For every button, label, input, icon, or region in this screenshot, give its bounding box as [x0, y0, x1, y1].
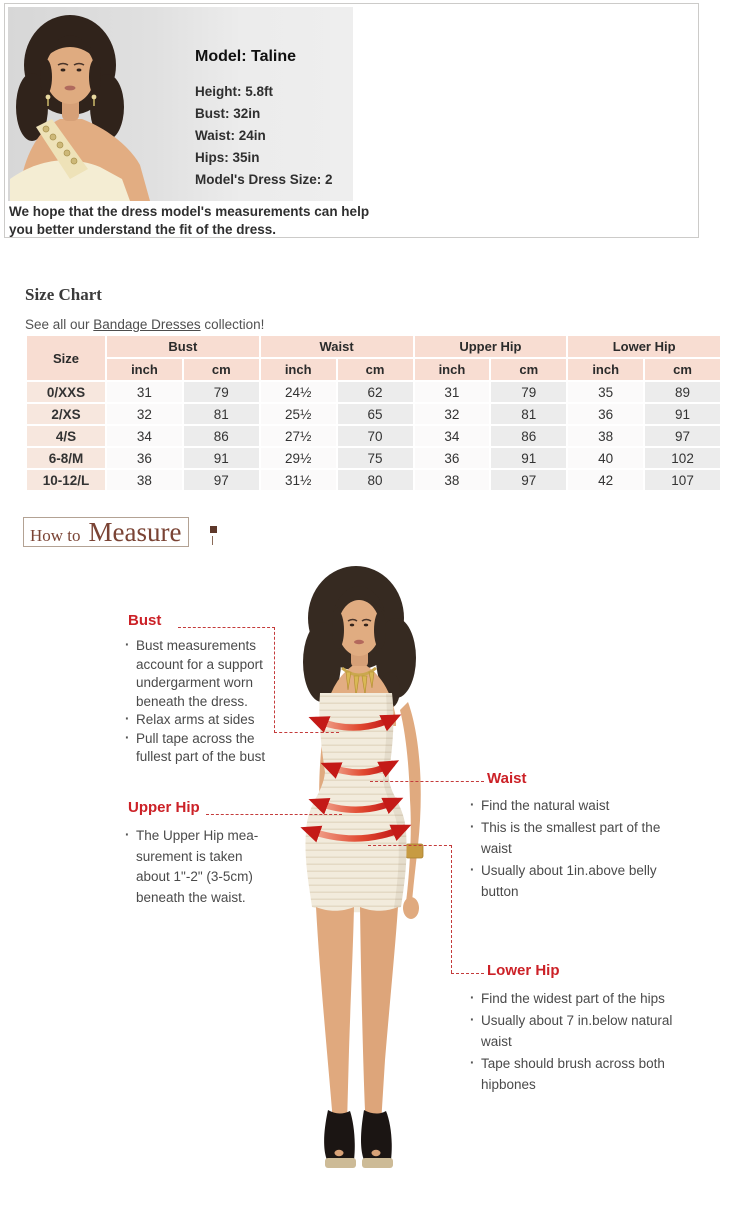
heading-how-to: How to: [30, 526, 81, 545]
figure-legs: [316, 907, 398, 1124]
size-row: [27, 404, 720, 424]
unit-header: inch: [107, 359, 182, 380]
size-value-cell: 102: [645, 448, 720, 468]
size-value-cell: 107: [645, 470, 720, 490]
measure-tip: · The Upper Hip mea- surement is taken about 1"-2" (3-5cm) beneath the waist.: [123, 826, 270, 908]
size-value-cell: 35: [568, 382, 643, 402]
size-column-header: Size: [27, 336, 105, 380]
measure-model-figure: [280, 550, 480, 1206]
link-prefix: See all our: [25, 317, 94, 332]
size-row: [27, 448, 720, 468]
size-name-cell: 10-12/L: [27, 470, 105, 490]
waist-tips: [468, 795, 668, 903]
lower-hip-tips: [468, 988, 676, 1096]
size-value-cell: 79: [184, 382, 259, 402]
model-height: Height: 5.8ft: [195, 84, 274, 99]
size-value-cell: 42: [568, 470, 643, 490]
size-value-cell: 31½: [261, 470, 336, 490]
lower-hip-connector-line: [368, 845, 452, 846]
lower-hip-connector-line: [451, 973, 484, 974]
size-value-cell: 86: [184, 426, 259, 446]
measure-tip: · This is the smallest part of the waist: [468, 817, 668, 860]
size-value-cell: 91: [491, 448, 566, 468]
size-value-cell: 34: [107, 426, 182, 446]
upper-hip-tips: [123, 826, 270, 908]
bust-tips: [123, 637, 270, 767]
size-name-cell: 6-8/M: [27, 448, 105, 468]
size-value-cell: 36: [568, 404, 643, 424]
size-row: [27, 382, 720, 402]
measure-tip: · Bust measurements account for a support undergarment worn beneath the dress.: [123, 637, 270, 711]
size-value-cell: 81: [184, 404, 259, 424]
unit-header: cm: [645, 359, 720, 380]
size-value-cell: 97: [184, 470, 259, 490]
model-photo: [8, 7, 190, 201]
model-info-box: [4, 3, 699, 238]
lower-hip-label: Lower Hip: [487, 962, 560, 979]
size-row: [27, 470, 720, 490]
model-waist: Waist: 24in: [195, 128, 266, 143]
measure-tip: · Usually about 7 in.below natural waist: [468, 1010, 676, 1053]
size-value-cell: 65: [338, 404, 413, 424]
heading-tick-decoration: [212, 536, 213, 545]
waist-label: Waist: [487, 770, 527, 787]
model-dress-size: Model's Dress Size: 2: [195, 172, 333, 187]
size-value-cell: 38: [107, 470, 182, 490]
model-caption: We hope that the dress model's measurements can help you better understand the fit of the dress.: [9, 204, 370, 237]
size-value-cell: 24½: [261, 382, 336, 402]
size-name-cell: 0/XXS: [27, 382, 105, 402]
how-to-measure-heading: [23, 517, 189, 547]
bust-label: Bust: [128, 612, 162, 629]
bandage-dresses-link[interactable]: Bandage Dresses: [93, 317, 201, 332]
size-value-cell: 31: [415, 382, 490, 402]
size-value-cell: 86: [491, 426, 566, 446]
bust-connector-line: [178, 627, 275, 628]
size-value-cell: 91: [184, 448, 259, 468]
size-value-cell: 40: [568, 448, 643, 468]
unit-header: inch: [568, 359, 643, 380]
model-bust: Bust: 32in: [195, 106, 261, 121]
collection-link-line: [25, 317, 264, 332]
bust-connector-line: [274, 627, 275, 733]
bust-column-header: Bust: [107, 336, 259, 357]
link-suffix: collection!: [200, 317, 265, 332]
size-value-cell: 81: [491, 404, 566, 424]
model-name: Model: Taline: [195, 48, 297, 65]
group-header-row: [27, 336, 720, 357]
model-hips: Hips: 35in: [195, 150, 260, 165]
size-value-cell: 79: [491, 382, 566, 402]
size-row: [27, 426, 720, 446]
size-value-cell: 91: [645, 404, 720, 424]
unit-header: inch: [261, 359, 336, 380]
size-value-cell: 97: [645, 426, 720, 446]
size-value-cell: 25½: [261, 404, 336, 424]
measure-tip: · Usually about 1in.above belly button: [468, 860, 668, 903]
size-value-cell: 89: [645, 382, 720, 402]
size-value-cell: 36: [107, 448, 182, 468]
upper-hip-column-header: Upper Hip: [415, 336, 567, 357]
size-value-cell: 34: [415, 426, 490, 446]
unit-header-row: [27, 359, 720, 380]
size-value-cell: 80: [338, 470, 413, 490]
measure-tip: · Find the natural waist: [468, 795, 668, 817]
unit-header: inch: [415, 359, 490, 380]
size-name-cell: 4/S: [27, 426, 105, 446]
figure-shoes: [324, 1110, 393, 1168]
unit-header: cm: [491, 359, 566, 380]
size-value-cell: 62: [338, 382, 413, 402]
size-value-cell: 97: [491, 470, 566, 490]
size-value-cell: 75: [338, 448, 413, 468]
model-photo-panel: [8, 7, 353, 201]
unit-header: cm: [338, 359, 413, 380]
size-value-cell: 70: [338, 426, 413, 446]
measure-tip: · Tape should brush across both hipbones: [468, 1053, 676, 1096]
unit-header: cm: [184, 359, 259, 380]
measure-tip: · Find the widest part of the hips: [468, 988, 676, 1010]
measure-tip: · Relax arms at sides: [123, 711, 270, 730]
lower-hip-column-header: Lower Hip: [568, 336, 720, 357]
heading-square-decoration: [210, 526, 217, 533]
waist-connector-line: [370, 781, 484, 782]
size-name-cell: 2/XS: [27, 404, 105, 424]
size-value-cell: 32: [107, 404, 182, 424]
model-measurements: [195, 48, 333, 191]
upper-hip-connector-line: [206, 814, 342, 815]
size-value-cell: 32: [415, 404, 490, 424]
size-value-cell: 29½: [261, 448, 336, 468]
size-value-cell: 36: [415, 448, 490, 468]
size-value-cell: 31: [107, 382, 182, 402]
upper-hip-label: Upper Hip: [128, 799, 200, 816]
lower-hip-connector-line: [451, 845, 452, 973]
waist-column-header: Waist: [261, 336, 413, 357]
bust-connector-line: [274, 732, 339, 733]
size-chart-heading: Size Chart: [25, 285, 102, 304]
size-value-cell: 38: [415, 470, 490, 490]
heading-measure: Measure: [88, 517, 182, 547]
measure-tip: · Pull tape across the fullest part of the bust: [123, 730, 270, 767]
size-chart-table: [25, 334, 722, 492]
size-value-cell: 38: [568, 426, 643, 446]
size-value-cell: 27½: [261, 426, 336, 446]
